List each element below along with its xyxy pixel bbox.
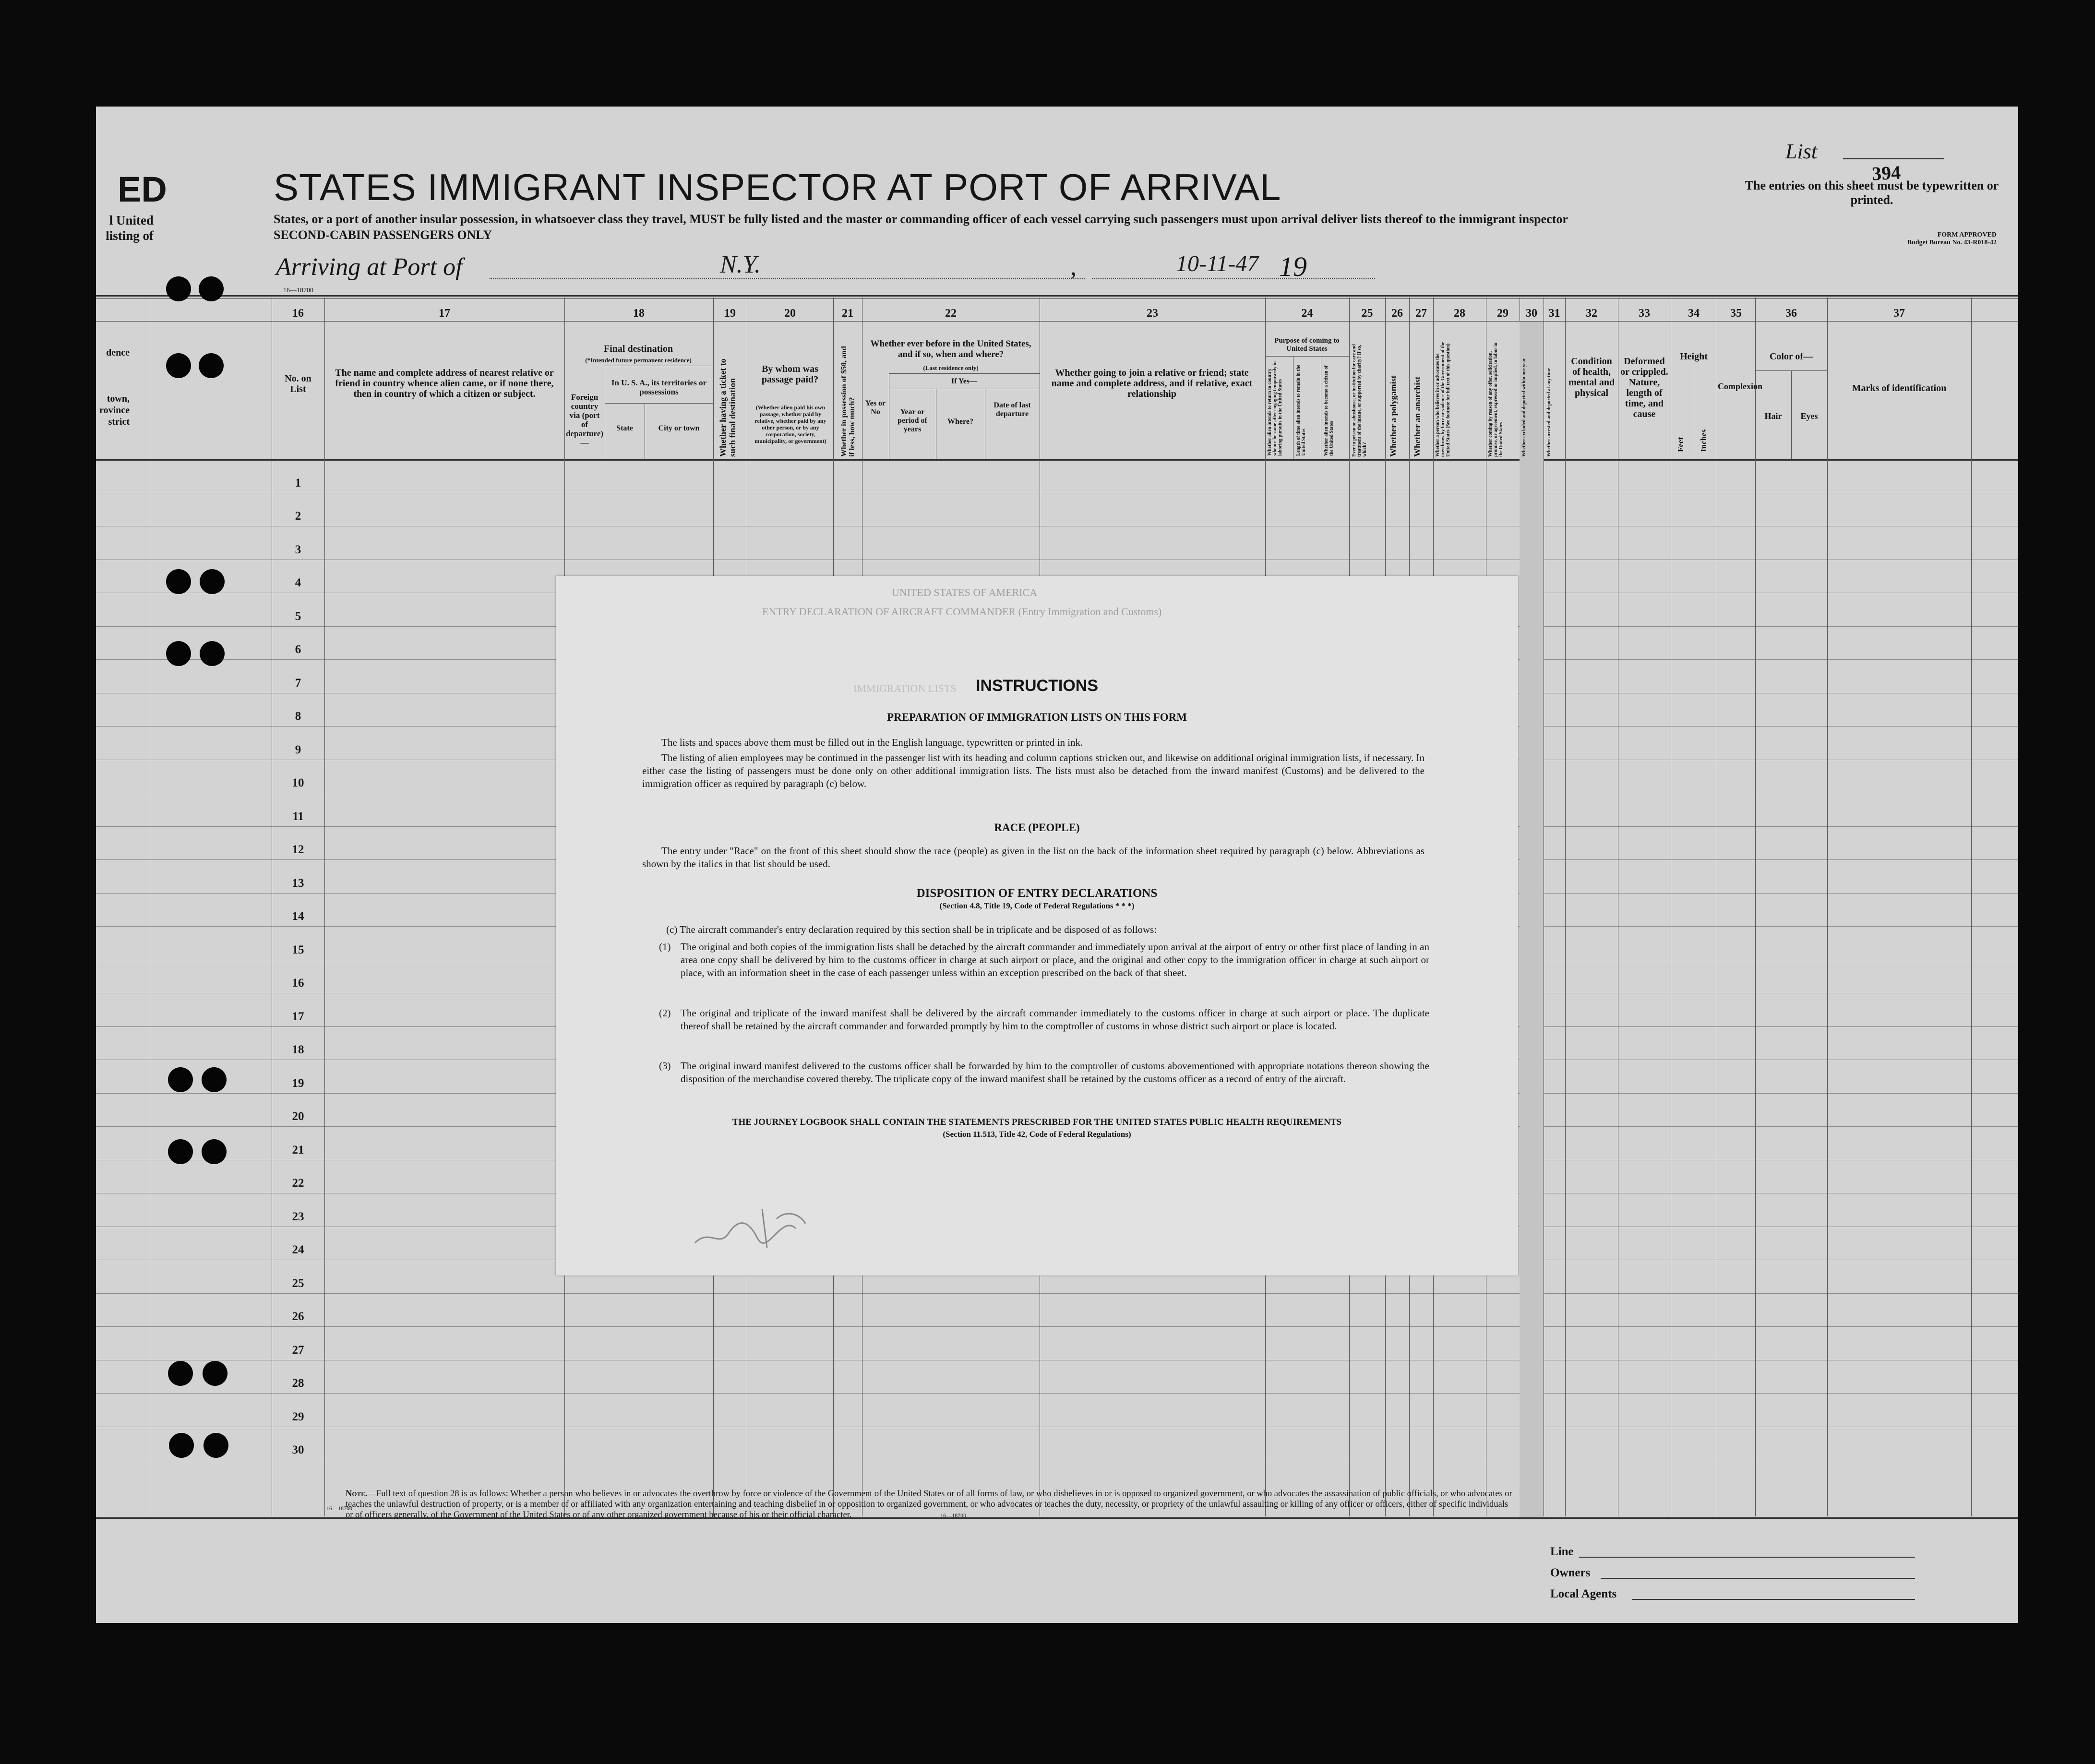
colnum-21: 21 <box>842 307 853 320</box>
rule-header-bottom <box>96 459 2018 461</box>
header-col37: Marks of identification <box>1852 383 1947 393</box>
header-col20-note: (Whether alien paid his own passage, whether paid by relative, whether paid by any other person, or by any corporation, society, municipality, or government) <box>754 404 826 444</box>
header-col35: Complexion <box>1718 381 1763 391</box>
header-col24-c: Whether alien intends to become a citizen of the United States <box>1324 365 1334 456</box>
row-number: 21 <box>292 1143 304 1156</box>
paragraph-2: The listing of alien employees may be continued in the passenger list with its heading and column captions stricken out, and likewise on additional original immigration lists, if necessary. In either case the listing of passengers must be done only on other additional immigration lists. The lists must also be detached from the inward manifest (Customs) and be delivered to the immigration officer as required by paragraph (c) below. <box>642 752 1425 789</box>
row-number: 15 <box>292 943 304 956</box>
column-line <box>1827 298 1828 1516</box>
header-col21: Whether in possession of $50, and if less, how much? <box>840 346 856 457</box>
row-number: 2 <box>295 510 301 523</box>
left-fragment-district: strict <box>108 417 130 427</box>
colnum-37: 37 <box>1893 307 1905 320</box>
arriving-label: Arriving at Port of <box>276 253 463 281</box>
row-number: 20 <box>292 1110 304 1123</box>
header-col31: Whether arrested and deported at any time <box>1546 368 1552 457</box>
bottom-code: 16—18700 <box>326 1505 352 1512</box>
row-number: 4 <box>295 576 301 589</box>
section-preparation: PREPARATION OF IMMIGRATION LISTS ON THIS FORM <box>887 711 1187 723</box>
punch-hole <box>168 1361 193 1386</box>
footnote-text: —Full text of question 28 is as follows: Whether a person who believes in or advocates the overthrow by force or violence of the Government of the United States or of all forms of law, or who disbelieves in or is opposed to organized government, or who advocates the assassination of public officials, or who advocates or teaches the unlawful destruction of property, or is a member of or affiliated with any organization entertaining and teaching disbelief in or opposition to organized government, or who advocates or teaches the duty, necessity, or propriety of the unlawful assaulting or killing of any officer or officers, either of specific individuals or of officers generally, of the Government of the United States or of any other organized government because of his or their official character. <box>346 1489 1512 1520</box>
logbook-ref: (Section 11.513, Title 42, Code of Federal Regulations) <box>943 1130 1131 1139</box>
list-number: 394 <box>1871 161 1902 185</box>
paragraph-1: The lists and spaces above them must be filled out in the English language, typewritten or printed in ink. <box>661 737 1083 748</box>
instructions-title: INSTRUCTIONS <box>976 677 1098 695</box>
header-col24-title: Purpose of coming to United States <box>1274 337 1340 353</box>
col18-state-rule <box>605 403 713 404</box>
col22-sub-rule <box>889 373 1040 374</box>
logbook-statement: THE JOURNEY LOGBOOK SHALL CONTAIN THE STATEMENTS PRESCRIBED FOR THE UNITED STATES PUBLIC HEALTH REQUIREMENTS <box>732 1117 1342 1127</box>
row-number: 17 <box>292 1010 304 1023</box>
colnum-30: 30 <box>1526 307 1537 320</box>
row-number: 5 <box>295 609 301 623</box>
colnum-27: 27 <box>1415 307 1427 320</box>
row-number: 7 <box>295 676 301 690</box>
footnote <box>346 1489 1517 1521</box>
header-col22-year: Year or period of years <box>898 408 927 433</box>
row-number: 3 <box>295 543 301 556</box>
left-fragment-town: town, <box>107 393 130 404</box>
section-disposition: DISPOSITION OF ENTRY DECLARATIONS <box>916 887 1158 900</box>
rule-top-2 <box>96 298 2018 299</box>
row-number: 9 <box>295 743 301 756</box>
colnum-32: 32 <box>1586 307 1597 320</box>
list-line <box>1843 158 1944 159</box>
row-number: 30 <box>292 1443 304 1456</box>
faint-signature <box>690 1200 815 1257</box>
row-number: 18 <box>292 1043 304 1056</box>
row-number: 8 <box>295 710 301 723</box>
punch-hole <box>200 641 225 666</box>
punch-hole <box>166 569 191 594</box>
header-col24-b: Length of time alien intends to remain in the United States <box>1296 365 1306 456</box>
colnum-24: 24 <box>1301 307 1313 320</box>
punch-hole <box>202 1067 227 1092</box>
form-approved-label: FORM APPROVED <box>1937 231 1997 238</box>
header-col22-where: Where? <box>947 417 973 426</box>
colnum-34: 34 <box>1688 307 1700 320</box>
header-col22-if-yes: If Yes— <box>951 377 978 385</box>
column-line <box>1755 298 1756 1516</box>
header-left-fragment-line2: listing of <box>106 228 154 243</box>
header-col34-inches: Inches <box>1699 429 1708 452</box>
colnum-17: 17 <box>439 307 450 320</box>
paragraph-4: (c) The aircraft commander's entry declaration required by this section shall be in triplicate and be disposed of as follows: <box>666 924 1157 935</box>
header-col24-a: Whether alien intends to return to country whence he came after engaging temporarily in laboring pursuits in the United States <box>1267 361 1283 456</box>
header-col20: By whom was passage paid? <box>761 364 819 385</box>
owners-label: Owners <box>1550 1566 1591 1579</box>
header-col34: Height <box>1680 351 1708 362</box>
row-number: 27 <box>292 1343 304 1357</box>
punch-hole <box>203 1361 227 1386</box>
colnum-18: 18 <box>633 307 645 320</box>
colnum-22: 22 <box>945 307 957 320</box>
column-line <box>324 298 325 1516</box>
column-line <box>1971 298 1972 1516</box>
punch-hole <box>166 353 191 378</box>
row-line <box>96 1293 2018 1294</box>
row-number: 24 <box>292 1243 304 1256</box>
paragraph-3: The entry under "Race" on the front of this sheet should show the race (people) as given in the list on the back of the information sheet required by paragraph (c) below. Abbreviations as shown by the italics in that list should be used. <box>642 845 1425 870</box>
footnote-code: 16—18700 <box>940 1512 967 1519</box>
section-disposition-ref: (Section 4.8, Title 19, Code of Federal Regulations * * *) <box>939 901 1135 910</box>
rule-colnums <box>96 321 2018 322</box>
form-code: 16—18700 <box>283 287 313 294</box>
colnum-23: 23 <box>1147 307 1158 320</box>
header-col36: Color of— <box>1769 351 1813 362</box>
form-class: SECOND-CABIN PASSENGERS ONLY <box>274 228 492 242</box>
colnum-28: 28 <box>1454 307 1465 320</box>
header-col22-title: Whether ever before in the United States, and if so, when and where? <box>870 339 1031 359</box>
header-col22-date: Date of last departure <box>994 401 1031 418</box>
punch-hole <box>168 1067 193 1092</box>
left-fragment-province: rovince <box>99 405 130 416</box>
agents-field[interactable] <box>1632 1599 1915 1600</box>
header-col18-foreign: Foreign country via (port of departure)— <box>565 393 604 447</box>
row-number: 28 <box>292 1377 304 1390</box>
port-value: N.Y. <box>720 251 761 278</box>
header-col19: Whether having a ticket to such final destination <box>718 358 737 457</box>
form-approved <box>1838 231 1997 247</box>
colnum-36: 36 <box>1785 307 1797 320</box>
header-col34-feet: Feet <box>1676 437 1685 452</box>
row-line <box>96 1326 2018 1327</box>
typewritten-note: The entries on this sheet must be typewritten or printed. <box>1745 179 1999 207</box>
header-col36-eyes: Eyes <box>1800 411 1818 421</box>
port-line <box>490 278 1085 279</box>
row-line <box>96 1393 2018 1394</box>
form-title: STATES IMMIGRANT INSPECTOR AT PORT OF ARRIVAL <box>274 166 1281 208</box>
punch-hole <box>166 641 191 666</box>
manifest-sheet <box>96 107 2018 1623</box>
punch-hole <box>169 1433 194 1458</box>
header-col23: Whether going to join a relative or friend; state name and complete address, and if relative, exact relationship <box>1051 368 1253 399</box>
colnum-19: 19 <box>724 307 736 320</box>
ghost-line-1: UNITED STATES OF AMERICA <box>892 586 1038 598</box>
row-number: 26 <box>292 1310 304 1323</box>
row-number: 6 <box>295 643 301 656</box>
header-col18-state: State <box>616 424 633 432</box>
header-col17: The name and complete address of nearest relative or friend in country whence alien came, or if none there, then in country of which a citizen or subject. <box>335 368 554 399</box>
header-left-fragment-line1: l United <box>109 213 154 227</box>
owners-field[interactable] <box>1601 1578 1915 1579</box>
rule-top <box>96 295 2018 297</box>
year-label: 19 <box>1279 251 1307 282</box>
colnum-25: 25 <box>1361 307 1373 320</box>
item-2-text: The original and triplicate of the inward manifest shall be delivered by the aircraft commander immediately to the customs officer in charge at such airport or place. The duplicate thereof shall be retained by the aircraft commander and forwarded promptly by him to the comptroller of customs in whose district such airport or place is located. <box>681 1007 1429 1032</box>
column-line <box>1565 298 1566 1516</box>
section-race: RACE (PEOPLE) <box>994 822 1080 834</box>
header-col26: Whether a polygamist <box>1389 375 1398 457</box>
date-value: 10-11-47 <box>1176 251 1259 276</box>
punch-hole <box>166 276 191 301</box>
punch-hole <box>204 1433 228 1458</box>
header-no-on-list: No. on List <box>285 373 311 394</box>
item-2-number: (2) <box>659 1007 671 1019</box>
punch-hole <box>199 353 224 378</box>
row-number: 19 <box>292 1076 304 1090</box>
instruction-item-3 <box>659 1060 1429 1085</box>
header-col32: Condition of health, mental and physical <box>1568 356 1615 398</box>
row-number: 1 <box>295 476 301 489</box>
row-number: 11 <box>292 810 304 823</box>
item-3-number: (3) <box>659 1060 671 1072</box>
punch-hole <box>202 1139 227 1164</box>
header-col25: Ever in prison or almshouse, or institution for care and treatment of the insane, or supported by charity? If so, which? <box>1352 344 1367 457</box>
row-number: 13 <box>292 876 304 890</box>
instruction-item-1 <box>659 941 1429 979</box>
header-col18-note: (*Intended future permanent residence) <box>585 357 692 364</box>
left-fragment-residence: dence <box>106 347 130 358</box>
comma: , <box>1070 253 1077 281</box>
item-1-text: The original and both copies of the immigration lists shall be detached by the aircraft commander and immediately upon arrival at the airport of entry or other first place of landing in an area one copy shall be delivered by him to the customs officer in charge at such airport or place, and the original and other copy to the immigration officer in charge at such airport or place, with an information sheet in the case of each passenger unless within an exception prescribed on the back of that sheet. <box>681 941 1429 978</box>
list-label: List <box>1785 140 1818 163</box>
item-1-number: (1) <box>659 941 671 953</box>
colnum-29: 29 <box>1497 307 1508 320</box>
agents-label: Local Agents <box>1550 1587 1617 1600</box>
line-label: Line <box>1550 1545 1574 1558</box>
row-number: 16 <box>292 977 304 989</box>
punch-hole <box>168 1139 193 1164</box>
header-col22-note: (Last residence only) <box>923 364 979 371</box>
ghost-line-2: ENTRY DECLARATION OF AIRCRAFT COMMANDER (Entry Immigration and Customs) <box>762 606 1162 618</box>
punch-hole <box>200 569 225 594</box>
header-col29: Whether coming by reason of any offer, solicitation, promise, or agreement, expressed or implied, to labor in the United States <box>1488 342 1504 457</box>
header-left-fragment: ED <box>118 169 167 209</box>
colnum-20: 20 <box>784 307 796 320</box>
line-field[interactable] <box>1579 1557 1915 1558</box>
row-number: 12 <box>292 843 304 856</box>
shaded-column-30 <box>1520 322 1544 1517</box>
row-number: 22 <box>292 1177 304 1190</box>
footnote-label: Note. <box>346 1489 368 1499</box>
punch-hole <box>199 276 224 301</box>
row-number: 29 <box>292 1410 304 1423</box>
header-col28: Whether a person who believes in or advocates the overthrow by force or violence of the Government of the United States (See footnote for full text of this question) <box>1435 342 1451 457</box>
header-col27: Whether an anarchist <box>1413 376 1422 457</box>
colnum-35: 35 <box>1730 307 1742 320</box>
header-col22-yes-no: Yes or No <box>865 399 886 416</box>
ghost-line-3: IMMIGRATION LISTS <box>853 682 957 694</box>
colnum-26: 26 <box>1391 307 1403 320</box>
row-number: 14 <box>292 910 304 923</box>
col24-sub-rule <box>1265 356 1349 357</box>
header-col18-city: City or town <box>658 424 700 432</box>
item-3-text: The original inward manifest delivered to the customs officer shall be forwarded by him to the comptroller of customs abovementioned with appropriate notations thereon showing the disposition of the merchandise covered thereby. The triplicate copy of the inward manifest shall be retained by the customs officer as a record of entry of the aircraft. <box>681 1060 1429 1085</box>
instructions-sheet <box>556 576 1518 1275</box>
instruction-item-2 <box>659 1007 1429 1033</box>
colnum-31: 31 <box>1548 307 1560 320</box>
header-col33: Deformed or crippled. Nature, length of time, and cause <box>1620 356 1668 419</box>
header-col30: Whether excluded and deported within one year <box>1521 358 1527 457</box>
header-col18-usa: In U. S. A., its territories or possessions <box>611 378 707 396</box>
colnum-16: 16 <box>292 307 304 320</box>
row-number: 10 <box>292 776 304 789</box>
date-line <box>1092 278 1375 279</box>
header-col18-title: Final destination <box>604 344 673 354</box>
row-number: 25 <box>292 1276 304 1290</box>
form-subtitle: States, or a port of another insular possession, in whatsoever class they travel, MUST be fully listed and the master or commanding officer of each vessel carrying such passengers must upon arrival deliver lists thereof to the immigrant inspector <box>274 212 1568 226</box>
header-col36-hair: Hair <box>1764 411 1782 421</box>
colnum-33: 33 <box>1639 307 1650 320</box>
row-number: 23 <box>292 1210 304 1223</box>
budget-bureau-number: Budget Bureau No. 43-R018-42 <box>1907 239 1997 246</box>
